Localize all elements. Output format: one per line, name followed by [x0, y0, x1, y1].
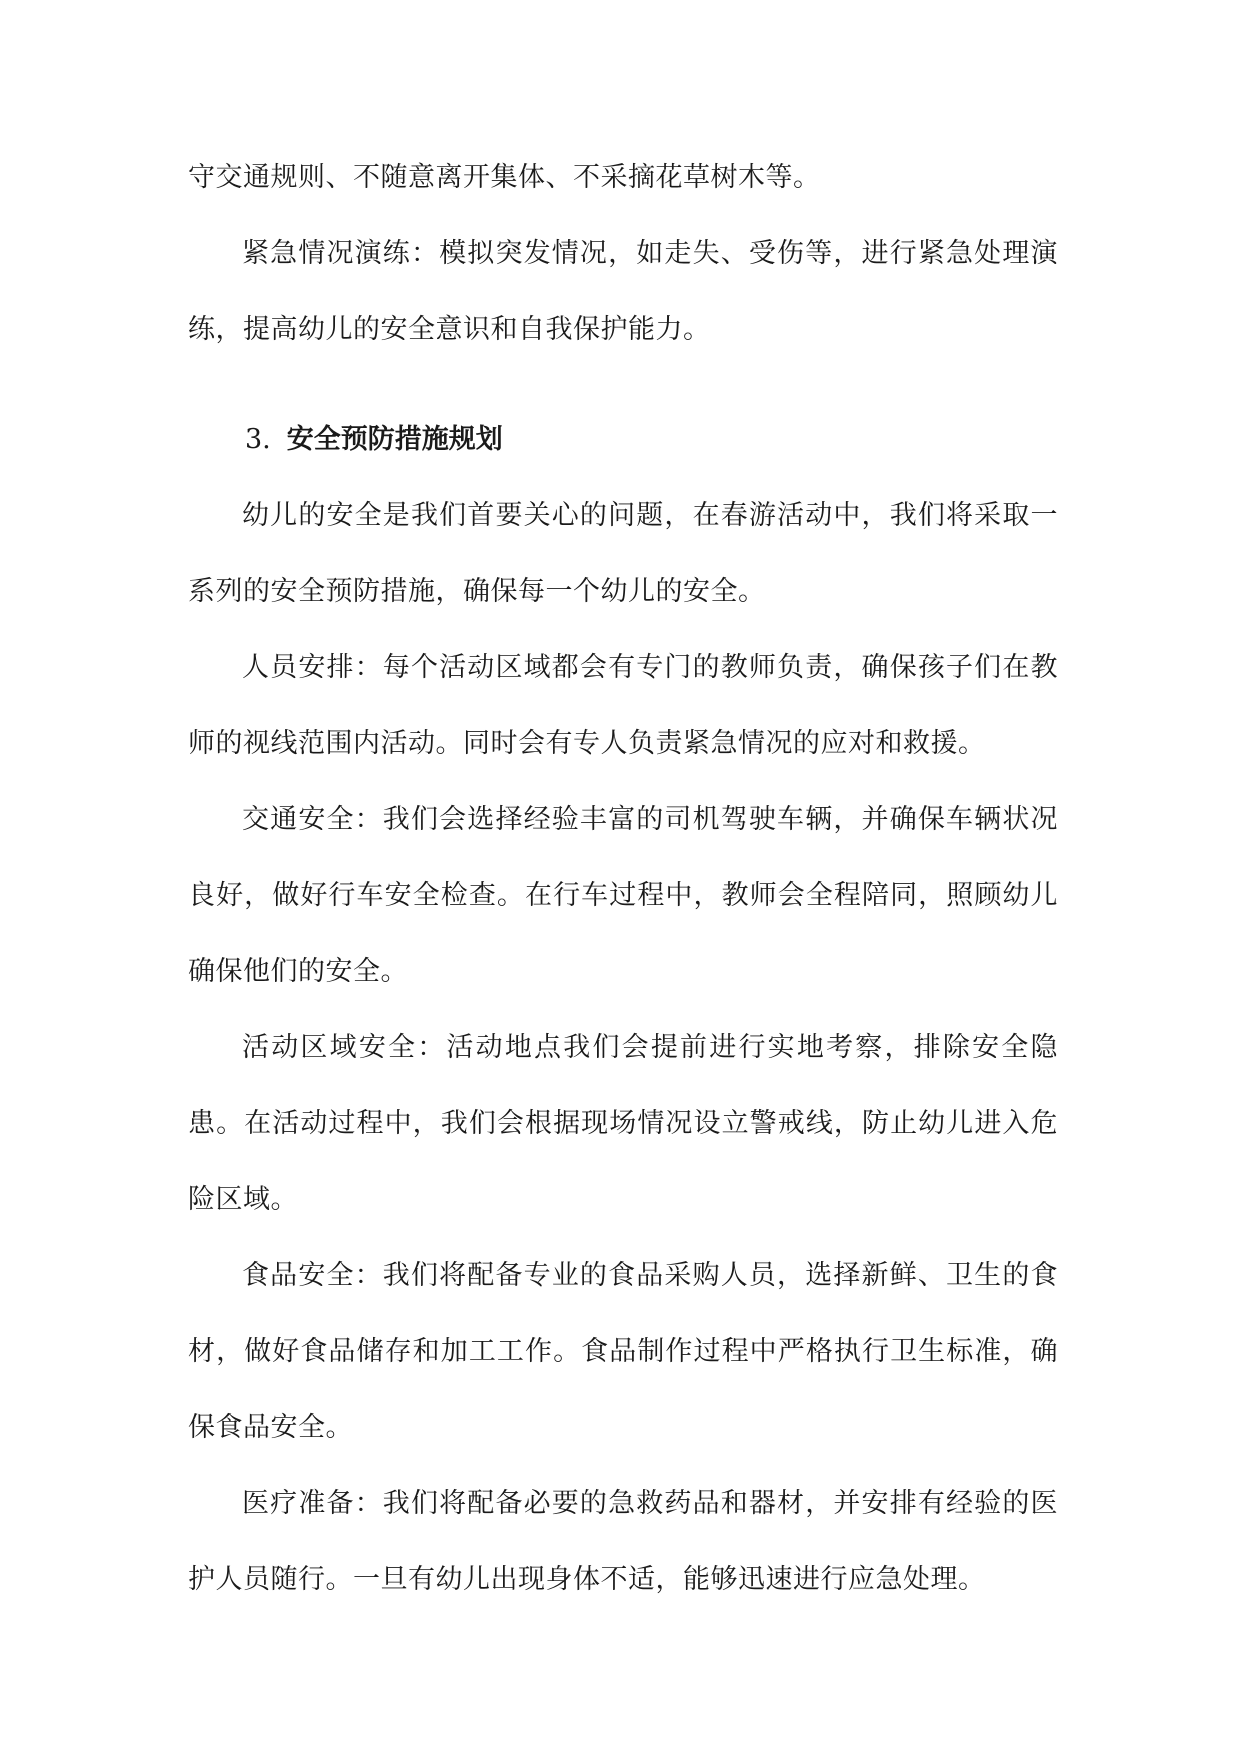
traffic-safety-paragraph: 交通安全：我们会选择经验丰富的司机驾驶车辆，并确保车辆状况良好，做好行车安全检查。在行车过程中，教师会全程陪同，照顾幼儿确保他们的安全。 [188, 804, 1058, 987]
section-heading [188, 402, 1058, 478]
food-safety-paragraph: 食品安全：我们将配备专业的食品采购人员，选择新鲜、卫生的食材，做好食品储存和加工工作。食品制作过程中严格执行卫生标准，确保食品安全。 [188, 1260, 1058, 1443]
area-safety-paragraph: 活动区域安全：活动地点我们会提前进行实地考察，排除安全隐患。在活动过程中，我们会根据现场情况设立警戒线，防止幼儿进入危险区域。 [188, 1032, 1058, 1215]
continuation-paragraph: 守交通规则、不随意离开集体、不采摘花草树木等。 [188, 162, 821, 193]
intro-paragraph: 幼儿的安全是我们首要关心的问题，在春游活动中，我们将采取一系列的安全预防措施，确保每一个幼儿的安全。 [188, 500, 1058, 607]
staffing-paragraph: 人员安排：每个活动区域都会有专门的教师负责，确保孩子们在教师的视线范围内活动。同时会有专人负责紧急情况的应对和救援。 [188, 652, 1058, 759]
emergency-drill-paragraph: 紧急情况演练：模拟突发情况，如走失、受伤等，进行紧急处理演练，提高幼儿的安全意识和自我保护能力。 [188, 238, 1058, 345]
section-number: 3. [245, 424, 271, 455]
section-title: 安全预防措施规划 [286, 424, 503, 455]
document-page [188, 140, 1058, 1618]
medical-prep-paragraph: 医疗准备：我们将配备必要的急救药品和器材，并安排有经验的医护人员随行。一旦有幼儿出现身体不适，能够迅速进行应急处理。 [188, 1488, 1058, 1595]
